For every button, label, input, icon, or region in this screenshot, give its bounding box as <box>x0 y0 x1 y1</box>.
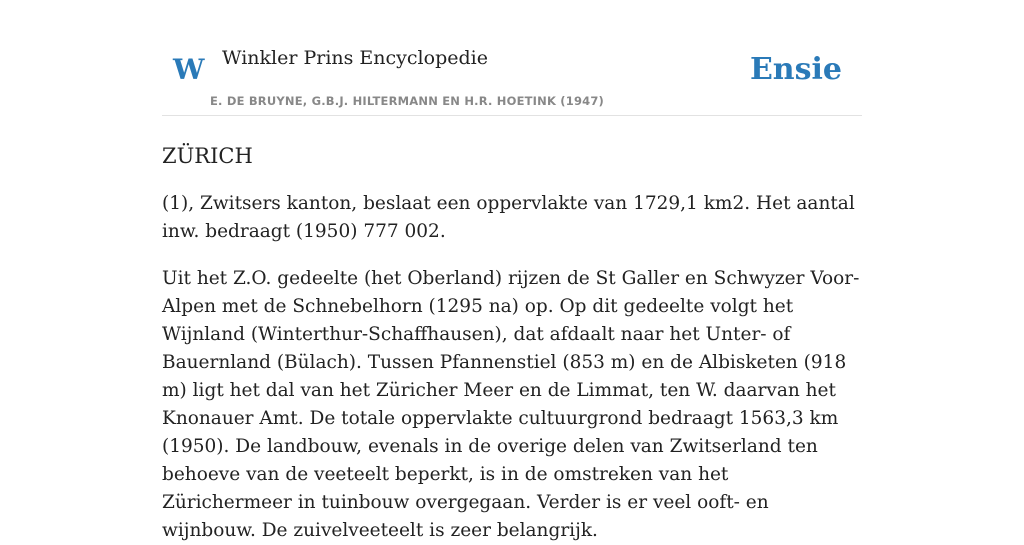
article-paragraph: Uit het Z.O. gedeelte (het Oberland) rijzen de St Galler en Schwyzer Voor-Alpen met de Schnebelhorn (1295 na) op. Op dit gedeelte volgt het Wijnland (Winterthur-Schaffhausen), dat afdaalt naar het Unter- of Bauernland (Bülach). Tussen Pfannenstiel (853 m) en de Albisketen (918 m) ligt het dal van het Züricher Meer en de Limmat, ten W. daarvan het Knonauer Amt. De totale oppervlakte cultuurgrond bedraagt 1563,3 km (1950). De landbouw, evenals in de overige delen van Zwitserland ten behoeve van de veeteelt beperkt, is in de omstreken van het Zürichermeer in tuinbouw overgegaan. Verder is er veel ooft- en wijnbouw. De zuivelveeteelt is zeer belangrijk. <box>162 268 860 541</box>
publication-title[interactable]: Winkler Prins Encyclopedie <box>222 47 488 69</box>
article-title: ZÜRICH <box>162 144 253 168</box>
publication-logo[interactable]: W <box>173 53 205 86</box>
publication-header <box>162 0 862 116</box>
article-paragraph: (1), Zwitsers kanton, beslaat een oppervlakte van 1729,1 km2. Het aantal inw. bedraagt (1950) 777 002. <box>162 193 855 242</box>
publication-authors: E. DE BRUYNE, G.B.J. HILTERMANN EN H.R. HOETINK (1947) <box>210 94 605 108</box>
page <box>162 0 862 541</box>
ensie-brand-link[interactable]: Ensie <box>749 52 842 87</box>
